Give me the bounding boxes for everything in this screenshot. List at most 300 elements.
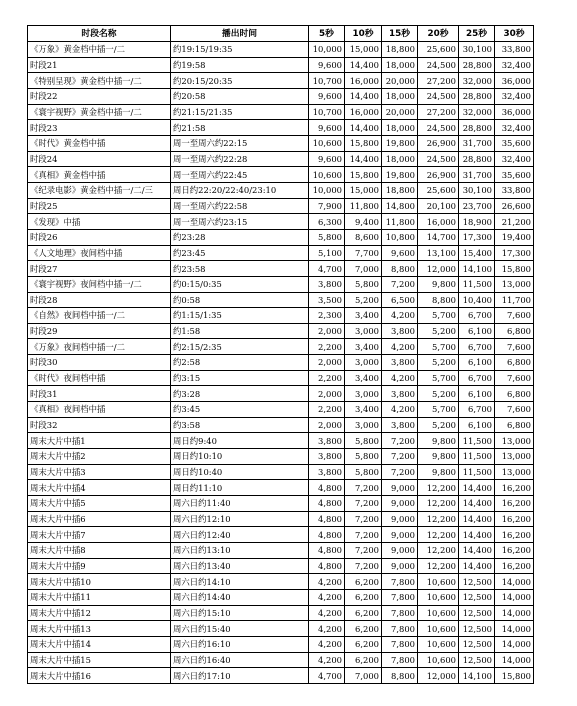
price-30s-cell: 21,200 [495,214,534,230]
price-20s-cell: 16,000 [418,214,459,230]
air-time-cell: 周一至周六约22:45 [171,167,309,183]
table-row [28,574,534,590]
slot-name-cell: 周末大片中插3 [28,464,171,480]
slot-name-cell: 周末大片中插15 [28,652,171,668]
price-30s-cell: 33,800 [495,42,534,58]
table-row [28,386,534,402]
price-5s-cell: 6,300 [309,214,345,230]
price-15s-cell: 6,500 [382,292,418,308]
price-15s-cell: 9,600 [382,245,418,261]
slot-name-cell: 周末大片中插2 [28,449,171,465]
price-10s-cell: 3,000 [345,417,382,433]
price-25s-cell: 32,000 [459,104,495,120]
table-row [28,292,534,308]
price-10s-cell: 3,400 [345,339,382,355]
slot-name-cell: 《发现》中插 [28,214,171,230]
table-row [28,57,534,73]
slot-name-cell: 时段27 [28,261,171,277]
air-time-cell: 周六日约15:40 [171,621,309,637]
price-25s-cell: 23,700 [459,198,495,214]
slot-name-cell: 《纪录电影》黄金档中插一/二/三 [28,182,171,198]
price-30s-cell: 7,600 [495,370,534,386]
price-30s-cell: 17,300 [495,245,534,261]
price-25s-cell: 31,700 [459,135,495,151]
price-20s-cell: 12,000 [418,668,459,684]
price-20s-cell: 25,600 [418,42,459,58]
price-30s-cell: 16,200 [495,543,534,559]
price-15s-cell: 9,000 [382,496,418,512]
air-time-cell: 约20:15/20:35 [171,73,309,89]
price-10s-cell: 5,200 [345,292,382,308]
air-time-cell: 约20:58 [171,88,309,104]
table-row [28,449,534,465]
price-5s-cell: 5,100 [309,245,345,261]
price-20s-cell: 27,200 [418,104,459,120]
slot-name-cell: 《寰宇视野》黄金档中插一/二 [28,104,171,120]
price-25s-cell: 12,500 [459,621,495,637]
price-5s-cell: 4,200 [309,652,345,668]
price-15s-cell: 8,800 [382,261,418,277]
price-30s-cell: 35,600 [495,135,534,151]
price-15s-cell: 20,000 [382,73,418,89]
price-30s-cell: 11,700 [495,292,534,308]
price-5s-cell: 2,000 [309,355,345,371]
air-time-cell: 约23:45 [171,245,309,261]
price-25s-cell: 28,800 [459,57,495,73]
price-25s-cell: 11,500 [459,449,495,465]
price-10s-cell: 15,000 [345,182,382,198]
slot-name-cell: 《真相》黄金档中插 [28,167,171,183]
price-5s-cell: 4,800 [309,496,345,512]
slot-name-cell: 《时代》黄金档中插 [28,135,171,151]
slot-name-cell: 周末大片中插12 [28,605,171,621]
price-5s-cell: 4,700 [309,668,345,684]
price-20s-cell: 25,600 [418,182,459,198]
price-5s-cell: 3,800 [309,449,345,465]
slot-name-cell: 时段26 [28,229,171,245]
slot-name-cell: 周末大片中插6 [28,511,171,527]
price-30s-cell: 32,400 [495,151,534,167]
price-20s-cell: 5,200 [418,386,459,402]
air-time-cell: 约3:15 [171,370,309,386]
price-10s-cell: 14,400 [345,151,382,167]
price-15s-cell: 4,200 [382,370,418,386]
price-15s-cell: 9,000 [382,480,418,496]
table-row [28,323,534,339]
price-30s-cell: 6,800 [495,323,534,339]
price-5s-cell: 10,600 [309,135,345,151]
price-10s-cell: 15,800 [345,135,382,151]
price-20s-cell: 12,200 [418,558,459,574]
price-30s-cell: 15,800 [495,261,534,277]
price-10s-cell: 3,400 [345,308,382,324]
price-30s-cell: 32,400 [495,88,534,104]
price-20s-cell: 9,800 [418,449,459,465]
price-20s-cell: 12,000 [418,261,459,277]
air-time-cell: 周六日约14:40 [171,589,309,605]
price-25s-cell: 28,800 [459,88,495,104]
table-row [28,605,534,621]
rate-card-table [27,25,534,684]
slot-name-cell: 时段25 [28,198,171,214]
price-15s-cell: 18,000 [382,57,418,73]
air-time-cell: 周日约11:10 [171,480,309,496]
price-15s-cell: 19,800 [382,167,418,183]
price-15s-cell: 4,200 [382,308,418,324]
price-5s-cell: 3,800 [309,433,345,449]
price-30s-cell: 7,600 [495,339,534,355]
price-25s-cell: 18,900 [459,214,495,230]
price-15s-cell: 9,000 [382,511,418,527]
air-time-cell: 约21:15/21:35 [171,104,309,120]
price-10s-cell: 16,000 [345,73,382,89]
price-10s-cell: 3,400 [345,370,382,386]
slot-name-cell: 周末大片中插1 [28,433,171,449]
table-row [28,621,534,637]
table-row [28,104,534,120]
slot-name-cell: 时段32 [28,417,171,433]
price-5s-cell: 4,800 [309,480,345,496]
price-30s-cell: 16,200 [495,558,534,574]
price-20s-cell: 12,200 [418,527,459,543]
slot-name-cell: 周末大片中插14 [28,636,171,652]
price-10s-cell: 15,800 [345,167,382,183]
column-header-15s: 15秒 [382,26,418,42]
table-row [28,339,534,355]
price-10s-cell: 15,000 [345,42,382,58]
price-25s-cell: 30,100 [459,182,495,198]
price-15s-cell: 19,800 [382,135,418,151]
price-10s-cell: 14,400 [345,120,382,136]
price-25s-cell: 32,000 [459,73,495,89]
table-body [28,42,534,684]
price-25s-cell: 14,400 [459,496,495,512]
air-time-cell: 周六日约13:40 [171,558,309,574]
price-25s-cell: 14,400 [459,527,495,543]
price-20s-cell: 10,600 [418,574,459,590]
price-20s-cell: 10,600 [418,636,459,652]
price-20s-cell: 26,900 [418,167,459,183]
price-20s-cell: 5,700 [418,402,459,418]
price-10s-cell: 6,200 [345,636,382,652]
price-20s-cell: 26,900 [418,135,459,151]
price-30s-cell: 13,000 [495,433,534,449]
air-time-cell: 周日约10:10 [171,449,309,465]
price-20s-cell: 5,200 [418,355,459,371]
price-15s-cell: 20,000 [382,104,418,120]
air-time-cell: 周六日约12:10 [171,511,309,527]
price-25s-cell: 11,500 [459,464,495,480]
table-row [28,261,534,277]
slot-name-cell: 周末大片中插9 [28,558,171,574]
price-20s-cell: 10,600 [418,652,459,668]
price-15s-cell: 7,200 [382,464,418,480]
price-15s-cell: 7,800 [382,605,418,621]
price-10s-cell: 3,000 [345,386,382,402]
table-row [28,668,534,684]
table-row [28,73,534,89]
price-20s-cell: 24,500 [418,57,459,73]
price-25s-cell: 12,500 [459,652,495,668]
price-20s-cell: 9,800 [418,464,459,480]
table-row [28,402,534,418]
air-time-cell: 约3:58 [171,417,309,433]
price-5s-cell: 2,000 [309,417,345,433]
price-30s-cell: 36,000 [495,73,534,89]
table-row [28,135,534,151]
column-header-10s: 10秒 [345,26,382,42]
price-15s-cell: 7,800 [382,589,418,605]
price-25s-cell: 30,100 [459,42,495,58]
price-30s-cell: 14,000 [495,589,534,605]
price-30s-cell: 13,000 [495,276,534,292]
price-30s-cell: 32,400 [495,57,534,73]
price-30s-cell: 16,200 [495,527,534,543]
table-row [28,511,534,527]
column-header-air-time: 播出时间 [171,26,309,42]
air-time-cell: 周日约22:20/22:40/23:10 [171,182,309,198]
price-10s-cell: 7,200 [345,527,382,543]
table-row [28,120,534,136]
price-30s-cell: 13,000 [495,449,534,465]
price-30s-cell: 14,000 [495,636,534,652]
air-time-cell: 约1:15/1:35 [171,308,309,324]
price-25s-cell: 10,400 [459,292,495,308]
price-30s-cell: 7,600 [495,308,534,324]
price-20s-cell: 10,600 [418,605,459,621]
price-30s-cell: 19,400 [495,229,534,245]
air-time-cell: 周六日约15:10 [171,605,309,621]
price-10s-cell: 7,200 [345,543,382,559]
price-5s-cell: 4,200 [309,589,345,605]
price-20s-cell: 14,700 [418,229,459,245]
price-5s-cell: 9,600 [309,120,345,136]
air-time-cell: 约2:15/2:35 [171,339,309,355]
price-15s-cell: 4,200 [382,402,418,418]
price-30s-cell: 6,800 [495,386,534,402]
price-5s-cell: 2,200 [309,370,345,386]
price-20s-cell: 24,500 [418,88,459,104]
table-row [28,417,534,433]
price-15s-cell: 9,000 [382,558,418,574]
price-25s-cell: 6,700 [459,402,495,418]
table-row [28,355,534,371]
air-time-cell: 约0:15/0:35 [171,276,309,292]
price-25s-cell: 6,100 [459,417,495,433]
price-25s-cell: 14,400 [459,558,495,574]
price-25s-cell: 6,100 [459,386,495,402]
slot-name-cell: 《万象》黄金档中插一/二 [28,42,171,58]
air-time-cell: 周六日约14:10 [171,574,309,590]
column-header-20s: 20秒 [418,26,459,42]
price-10s-cell: 16,000 [345,104,382,120]
price-30s-cell: 16,200 [495,511,534,527]
price-10s-cell: 6,200 [345,652,382,668]
price-10s-cell: 6,200 [345,621,382,637]
price-20s-cell: 12,200 [418,480,459,496]
air-time-cell: 周一至周六约22:28 [171,151,309,167]
price-5s-cell: 7,900 [309,198,345,214]
table-row [28,214,534,230]
price-10s-cell: 5,800 [345,276,382,292]
price-15s-cell: 7,800 [382,621,418,637]
price-25s-cell: 14,100 [459,668,495,684]
air-time-cell: 约1:58 [171,323,309,339]
price-15s-cell: 14,800 [382,198,418,214]
slot-name-cell: 《万象》夜间档中插一/二 [28,339,171,355]
air-time-cell: 周一至周六约23:15 [171,214,309,230]
column-header-5s: 5秒 [309,26,345,42]
price-15s-cell: 7,200 [382,276,418,292]
price-10s-cell: 3,400 [345,402,382,418]
price-15s-cell: 18,800 [382,182,418,198]
table-row [28,182,534,198]
air-time-cell: 约19:58 [171,57,309,73]
price-5s-cell: 10,000 [309,182,345,198]
price-25s-cell: 12,500 [459,574,495,590]
price-5s-cell: 2,000 [309,386,345,402]
slot-name-cell: 时段28 [28,292,171,308]
price-25s-cell: 6,100 [459,323,495,339]
price-15s-cell: 4,200 [382,339,418,355]
price-10s-cell: 6,200 [345,589,382,605]
table-row [28,308,534,324]
air-time-cell: 周日约9:40 [171,433,309,449]
price-30s-cell: 6,800 [495,355,534,371]
price-30s-cell: 16,200 [495,496,534,512]
price-5s-cell: 9,600 [309,88,345,104]
table-row [28,496,534,512]
price-5s-cell: 2,000 [309,323,345,339]
air-time-cell: 周六日约11:40 [171,496,309,512]
air-time-cell: 周日约10:40 [171,464,309,480]
slot-name-cell: 周末大片中插10 [28,574,171,590]
table-row [28,433,534,449]
price-20s-cell: 10,600 [418,621,459,637]
price-10s-cell: 3,000 [345,323,382,339]
price-5s-cell: 4,200 [309,621,345,637]
price-30s-cell: 7,600 [495,402,534,418]
table-row [28,198,534,214]
price-5s-cell: 9,600 [309,57,345,73]
price-20s-cell: 27,200 [418,73,459,89]
price-10s-cell: 6,200 [345,605,382,621]
price-20s-cell: 12,200 [418,511,459,527]
price-15s-cell: 18,800 [382,42,418,58]
price-15s-cell: 7,800 [382,652,418,668]
price-25s-cell: 12,500 [459,589,495,605]
price-30s-cell: 14,000 [495,621,534,637]
slot-name-cell: 时段23 [28,120,171,136]
price-5s-cell: 4,200 [309,605,345,621]
air-time-cell: 约21:58 [171,120,309,136]
price-15s-cell: 18,000 [382,120,418,136]
price-10s-cell: 7,700 [345,245,382,261]
price-20s-cell: 9,800 [418,433,459,449]
price-5s-cell: 4,800 [309,527,345,543]
price-5s-cell: 2,200 [309,339,345,355]
table-row [28,527,534,543]
table-row [28,589,534,605]
price-30s-cell: 35,600 [495,167,534,183]
price-5s-cell: 10,600 [309,167,345,183]
price-20s-cell: 9,800 [418,276,459,292]
price-25s-cell: 15,400 [459,245,495,261]
price-15s-cell: 7,200 [382,449,418,465]
price-15s-cell: 3,800 [382,417,418,433]
price-20s-cell: 5,700 [418,308,459,324]
table-row [28,151,534,167]
price-20s-cell: 5,200 [418,417,459,433]
slot-name-cell: 《真相》夜间档中插 [28,402,171,418]
slot-name-cell: 《寰宇视野》夜间档中插一/二 [28,276,171,292]
price-30s-cell: 14,000 [495,652,534,668]
price-10s-cell: 7,000 [345,668,382,684]
slot-name-cell: 《特别呈现》黄金档中插一/二 [28,73,171,89]
air-time-cell: 约23:28 [171,229,309,245]
price-5s-cell: 10,000 [309,42,345,58]
price-20s-cell: 12,200 [418,496,459,512]
price-30s-cell: 36,000 [495,104,534,120]
price-10s-cell: 6,200 [345,574,382,590]
price-5s-cell: 2,200 [309,402,345,418]
price-20s-cell: 5,700 [418,370,459,386]
price-25s-cell: 6,700 [459,370,495,386]
price-5s-cell: 3,800 [309,276,345,292]
price-10s-cell: 9,400 [345,214,382,230]
price-25s-cell: 14,400 [459,543,495,559]
price-20s-cell: 24,500 [418,151,459,167]
price-30s-cell: 16,200 [495,480,534,496]
price-30s-cell: 14,000 [495,605,534,621]
price-20s-cell: 5,200 [418,323,459,339]
column-header-25s: 25秒 [459,26,495,42]
price-25s-cell: 14,400 [459,480,495,496]
price-5s-cell: 4,700 [309,261,345,277]
price-20s-cell: 24,500 [418,120,459,136]
table-row [28,245,534,261]
price-10s-cell: 14,400 [345,88,382,104]
price-10s-cell: 5,800 [345,449,382,465]
price-25s-cell: 17,300 [459,229,495,245]
air-time-cell: 约3:45 [171,402,309,418]
price-10s-cell: 7,200 [345,558,382,574]
price-10s-cell: 14,400 [345,57,382,73]
table-row [28,167,534,183]
price-5s-cell: 3,500 [309,292,345,308]
price-5s-cell: 4,200 [309,636,345,652]
price-5s-cell: 4,200 [309,574,345,590]
price-20s-cell: 12,200 [418,543,459,559]
price-15s-cell: 18,000 [382,88,418,104]
price-25s-cell: 6,700 [459,308,495,324]
price-30s-cell: 33,800 [495,182,534,198]
price-15s-cell: 10,800 [382,229,418,245]
table-row [28,464,534,480]
air-time-cell: 周六日约17:10 [171,668,309,684]
table-row [28,480,534,496]
price-5s-cell: 9,600 [309,151,345,167]
price-15s-cell: 9,000 [382,527,418,543]
price-15s-cell: 9,000 [382,543,418,559]
price-30s-cell: 26,600 [495,198,534,214]
price-5s-cell: 5,800 [309,229,345,245]
price-10s-cell: 7,000 [345,261,382,277]
price-10s-cell: 7,200 [345,480,382,496]
air-time-cell: 约2:58 [171,355,309,371]
air-time-cell: 约23:58 [171,261,309,277]
price-25s-cell: 28,800 [459,120,495,136]
